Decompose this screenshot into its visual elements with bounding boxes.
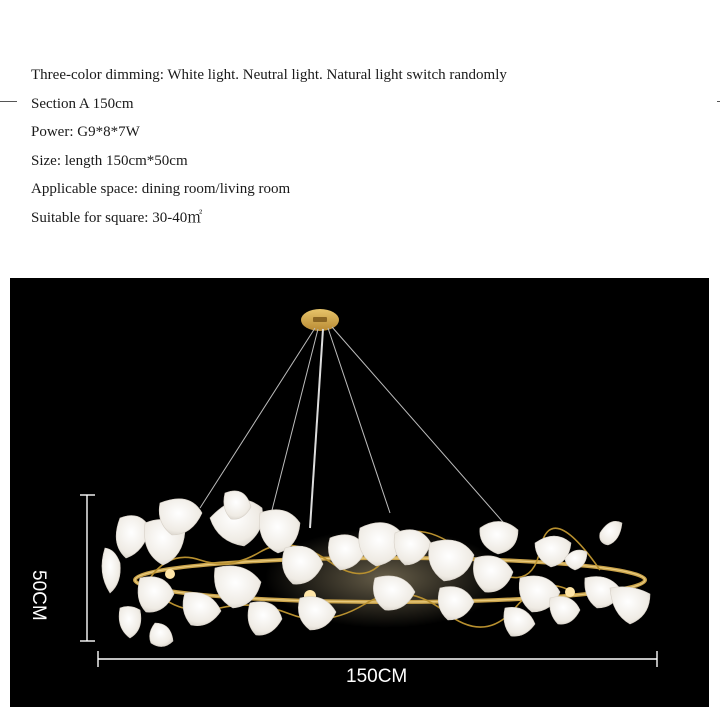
spec-list — [31, 61, 507, 233]
spec-power: Power: G9*8*7W — [31, 124, 140, 141]
width-dimension-label: 150CM — [346, 666, 408, 687]
ceiling-canopy — [301, 309, 339, 331]
spec-size: Size: length 150cm*50cm — [31, 152, 188, 169]
spec-dimming: Three-color dimming: White light. Neutral light. Natural light switch randomly — [31, 67, 507, 83]
height-dimension-label: 50CM — [28, 570, 49, 621]
chandelier-illustration — [10, 278, 709, 707]
spec-suitable-square: Suitable for square: 30-40㎡ — [31, 209, 203, 226]
spec-section: Section A 150cm — [31, 95, 134, 112]
spec-applicable-space: Applicable space: dining room/living room — [31, 181, 291, 198]
product-photo — [10, 278, 709, 707]
left-divider-tick — [0, 101, 17, 102]
